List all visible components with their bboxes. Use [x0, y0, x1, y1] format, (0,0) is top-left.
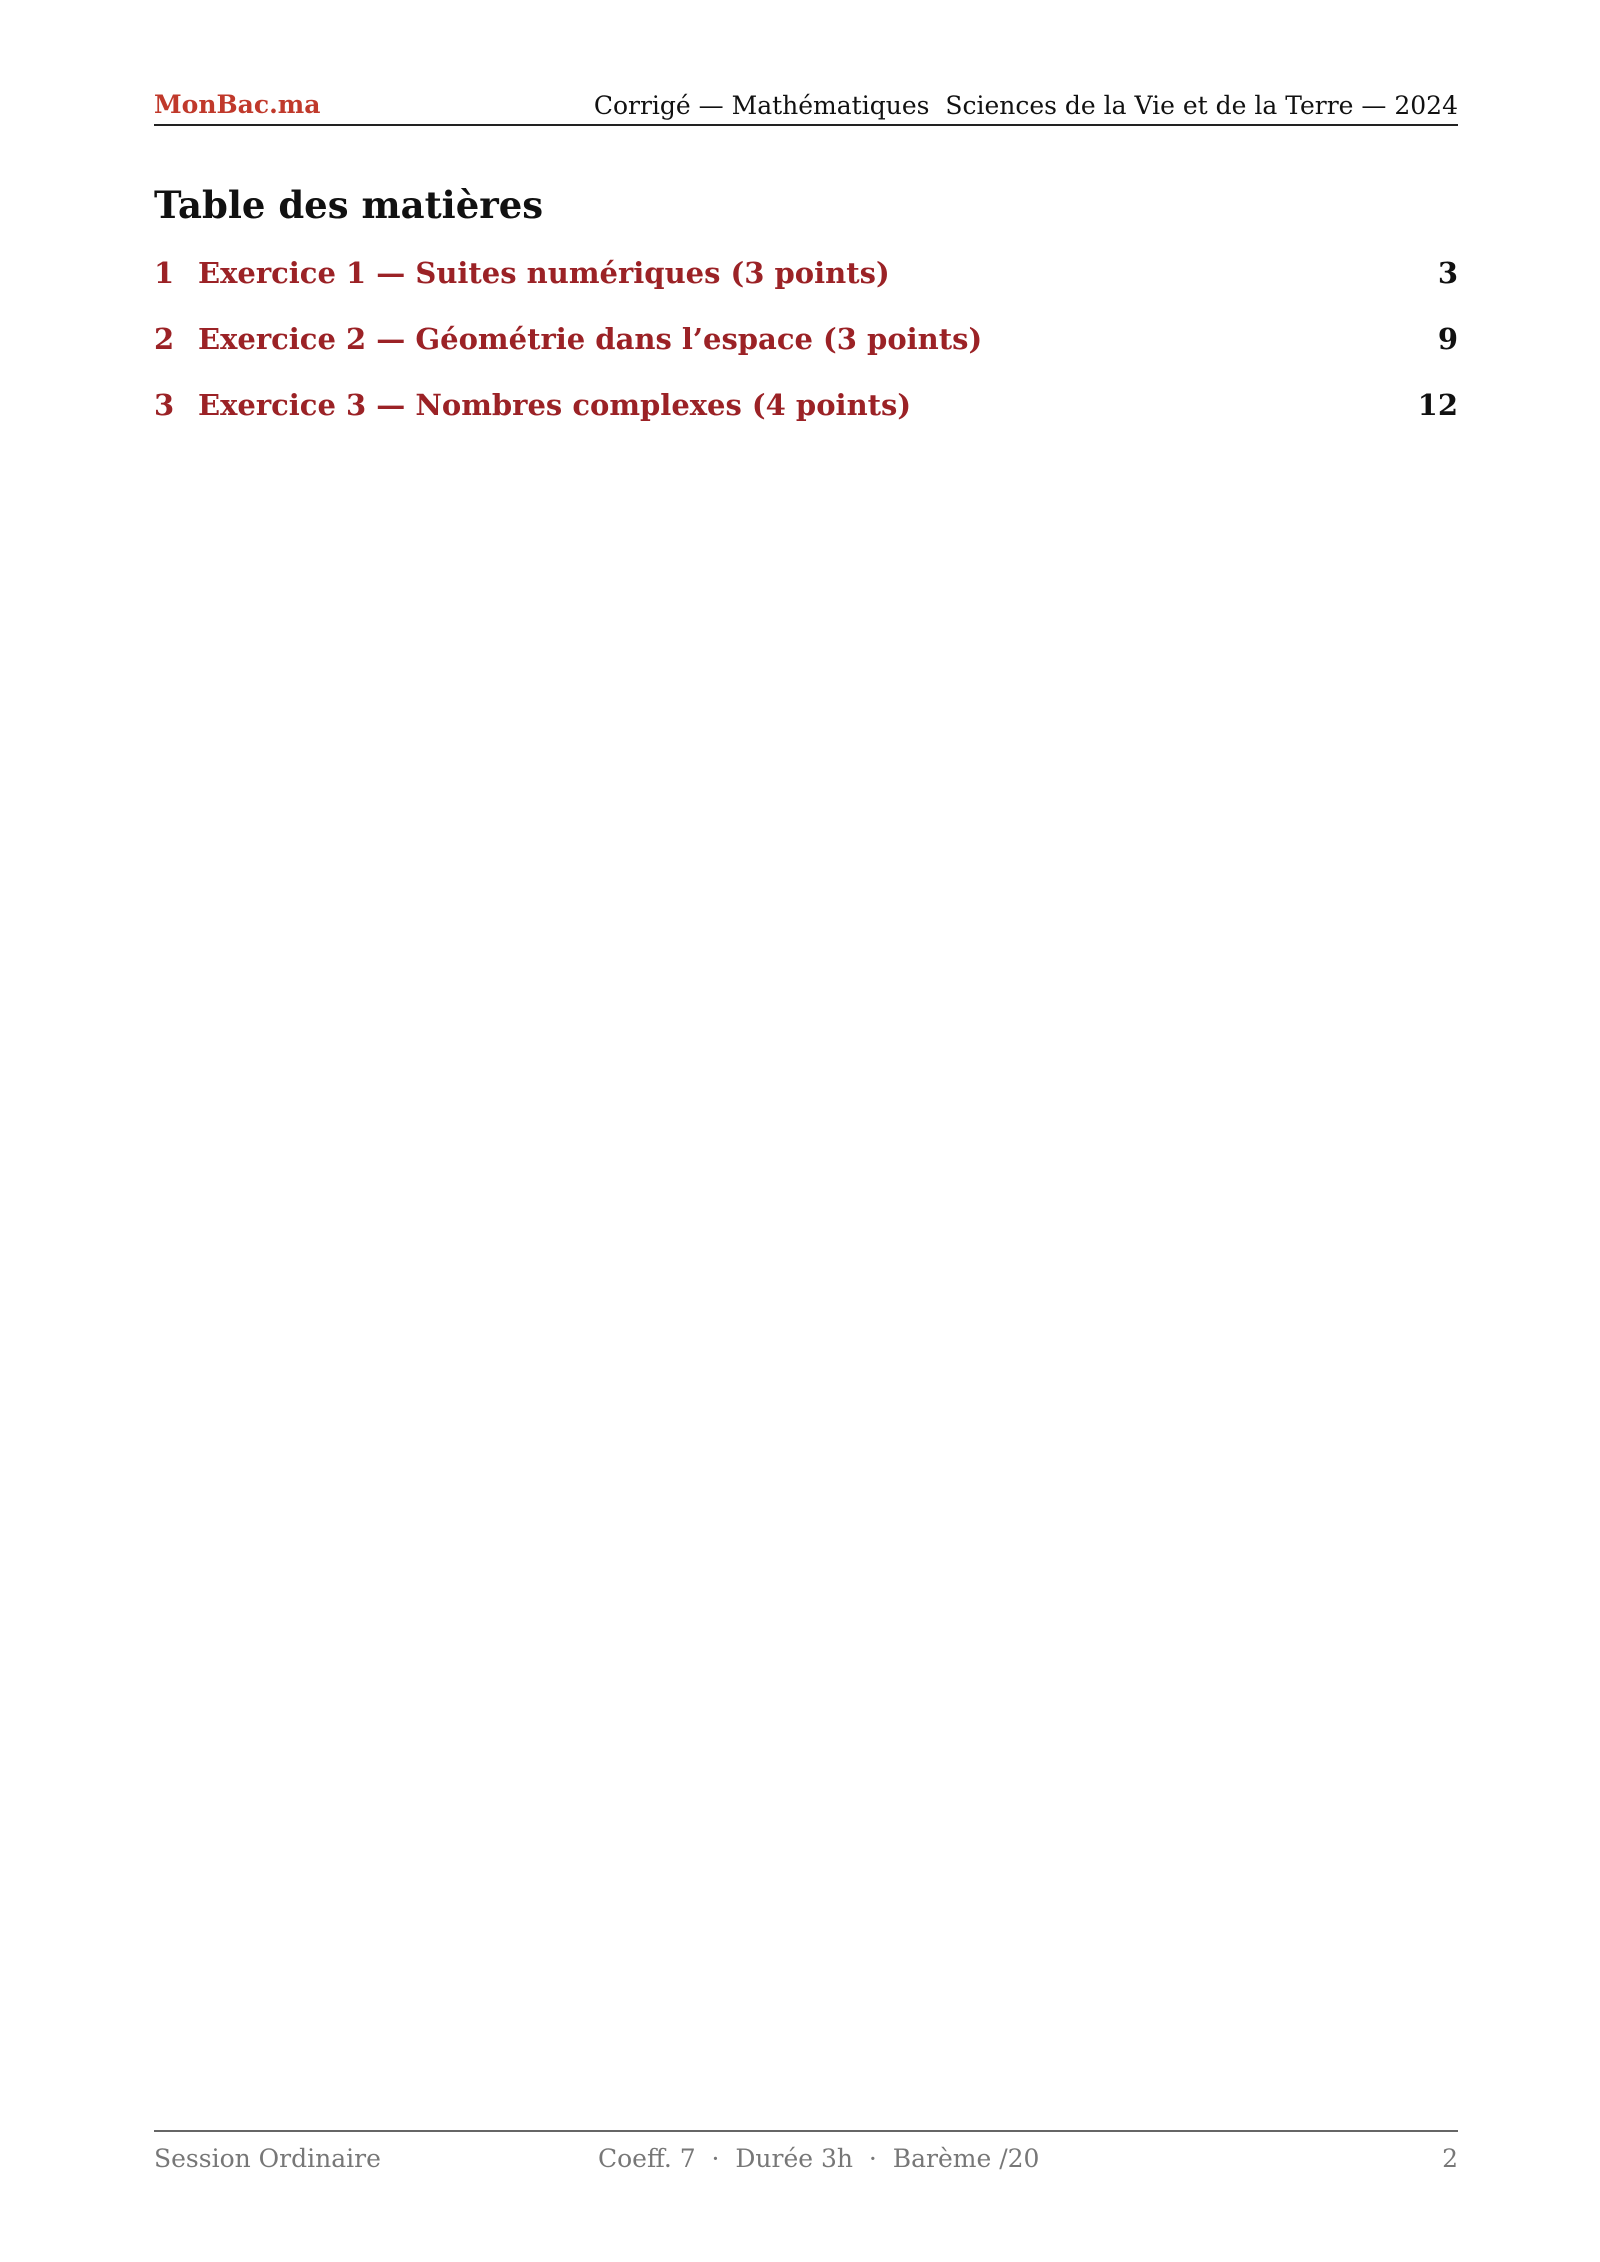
toc-entry-exercice-1[interactable] [154, 256, 1458, 322]
footer-page-number: 2 [1442, 2144, 1458, 2173]
toc-entry-number: 2 [154, 322, 175, 356]
header-title: Corrigé — Mathématiques Sciences de la Vie et de la Terre — 2024 [593, 91, 1458, 120]
toc-entry-title[interactable]: Exercice 3 — Nombres complexes (4 points) [198, 388, 912, 422]
toc-entry-number: 3 [154, 388, 175, 422]
footer-session: Session Ordinaire [154, 2144, 381, 2173]
toc-entry-page[interactable]: 3 [1437, 256, 1458, 290]
page-footer [154, 2130, 1458, 2172]
toc-entry-page[interactable]: 9 [1437, 322, 1458, 356]
toc-entry-title[interactable]: Exercice 1 — Suites numériques (3 points) [198, 256, 890, 290]
page-header [154, 88, 1458, 126]
toc-entry-title[interactable]: Exercice 2 — Géométrie dans l’espace (3 points) [198, 322, 983, 356]
brand-logo-text[interactable]: MonBac.ma [154, 90, 321, 119]
toc-heading: Table des matières [154, 183, 544, 227]
footer-exam-info: Coeff. 7 · Durée 3h · Barème /20 [598, 2144, 1040, 2173]
table-of-contents [154, 256, 1458, 454]
toc-entry-number: 1 [154, 256, 175, 290]
toc-entry-exercice-3[interactable] [154, 388, 1458, 454]
toc-entry-page[interactable]: 12 [1417, 388, 1458, 422]
toc-entry-exercice-2[interactable] [154, 322, 1458, 388]
